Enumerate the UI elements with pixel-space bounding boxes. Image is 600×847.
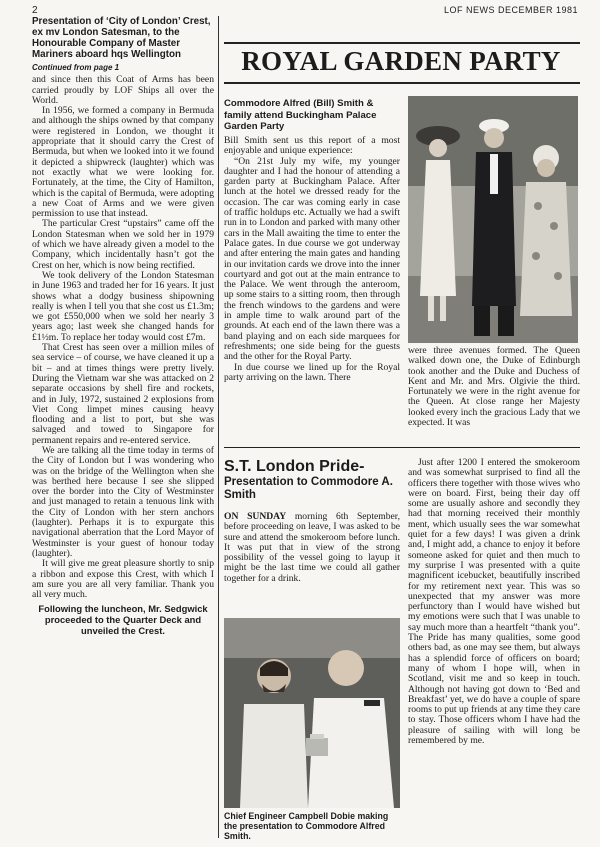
royal-paragraph: “On 21st July my wife, my younger daughter and I had the honour of attending a garden party at Buckingham Palace. After lunch at the hotel we dressed ready for the occasion. The car was coming early in case of traffic holdups etc. Actually we had a swift run in to London and parked with many other cars in the Mall awaiting the time to enter the Palace gates. In due course we got underway and after entering the main gates and handing in our invitation cards we drove into the inner courtyard and got out at the main entrance to the Palace. We went through the anteroom, up some stairs to a sitting room, then through the french windows to the gardens and were in ample time to walk around part of the grounds. At each end of the lawn there was a band playing and on each side marquees for refreshments; one side being for the guests and the other for the Royal Party. xyxy=(224,155,400,363)
garden-party-photo xyxy=(408,96,578,343)
story-paragraph: Just after 1200 I entered the smokeroom and was somewhat surprised to find all the officers there together with those wives who were on board. First, being their day off some are usually ashore and secondly they had that morning received their monthly ment, which usually sees the war somewhat quiet for a few days! I was given a drink and, I might add, a chance to enjoy it before someone asked for quiet and then much to my surprise I was presented with a quite magnificent icebucket, beautifully inscribed for my retirement next year. This was so unexpected that my answer was more perfunctory than I would have wished but my emotions were such that I was unable to say much more than a heartfelt “thank you”. The Pride has many qualities, some good others bad, as one may see them, but always has a splendid force of officers on board; many of whom I hope will, when in Scotland, visit me and so keep in touch. Although not having got down to ‘Bed and Breakfast’ yet, we do have a couple of spare rooms to put up friends at any time they care to stay. Those officers whom I have had the pleasure of sailing with will long be remembered by me. xyxy=(408,457,580,747)
title-rule-top xyxy=(224,42,580,44)
paragraph: It will give me great pleasure shortly to snip a ribbon and expose this Crest, with which I am sure you are all very familiar. Thank you all very much. xyxy=(32,558,214,601)
intro-text: morning 6th September, before proceeding on leave, I was asked to be sure and attend the smokeroom before lunch. It was put that in view of the strong possibility of the vessel going to layup it might be the last time we could all gather together for a drink. xyxy=(224,511,400,584)
royal-article-body xyxy=(224,136,400,383)
column-divider xyxy=(218,16,219,838)
royal-continuation: were three avenues formed. The Queen walked down one, the Duke of Edinburgh took another and the Duke and Duchess of Kent and Mr. and Mrs. Olgivie the third. Fortunately we were in the right avenue for the Queen. At close range her Majesty looked every inch the gracious Lady that we expected. It was xyxy=(408,345,580,429)
paragraph: In 1956, we formed a company in Bermuda and although the ships owned by that company were registered in London, we thought it appropriate that it should carry the Crest of Bermuda, but when we looked into it we found it depicted a shipwreck (laughter) which was not exactly what we were looking for. Fortunately, at the time, the City of Hamilton, which is the capital of Bermuda, were adopting a new Coat of Arms and we were given permission to use that instead. xyxy=(32,105,214,220)
london-pride-story xyxy=(408,458,580,746)
presentation-photo-illustration xyxy=(224,618,400,808)
paragraph: The particular Crest “upstairs” came off the London Statesman when we sold her in 1979 of which we have already given a model to the Company, which incidentally hasn’t got the Crest on her, which is now being rectified. xyxy=(32,218,214,271)
london-pride-title xyxy=(224,458,404,502)
closing-note: Following the luncheon, Mr. Sedgwick proceeded to the Quarter Deck and unveiled the Crest. xyxy=(38,603,208,637)
royal-subhead: Commodore Alfred (Bill) Smith & family attend Buckingham Palace Garden Party xyxy=(224,98,377,132)
paragraph: We took delivery of the London Statesman in June 1963 and traded her for 16 years. It just shows what a dodgy business shipowning really is when I tell you that she cost us £1.3m; we got £550,000 when we sold her nearly 3 years ago; last week she changed hands for £1½m. To replace her today would cost £7m. xyxy=(32,269,214,343)
london-pride-intro xyxy=(224,512,400,584)
crest-headline: Presentation of ‘City of London’ Crest, ex mv London Satesman, to the Honourable Company of Master Mariners aboard hqs Wellington xyxy=(32,16,211,60)
london-pride-title-text: S.T. London Pride xyxy=(224,458,360,475)
london-pride-subtitle: Presentation to Commodore A. Smith xyxy=(224,476,393,501)
left-column xyxy=(32,16,214,636)
paragraph: That Crest has seen over a million miles of sea service – of course, we have cleaned it up a bit – and at times things were pretty lively. During the Vietnam war she was attacked on 2 separate occasions by shell fire and rockets, and in July, 1972, sustained 2 explosions from Viet Cong limpet mines causing heavy flooding and a list to port, but she was salvaged and towed to Singapore for permanent repairs and re-entered service. xyxy=(32,342,214,446)
presentation-photo xyxy=(224,618,400,808)
section-rule xyxy=(224,447,580,448)
photo-caption: Chief Engineer Campbell Dobie making the presentation to Commodore Alfred Smith. xyxy=(224,811,389,841)
paragraph: We are talking all the time today in terms of the City of London but I was wondering who was on the bridge of the Wellington when she was berthed here because I see she slipped over the border into the City of Westminster and just managed to retain a tenuous link with the City of London with her stern anchors (laughter). Perhaps it is to expurgate this navigational aberration that the Lord Mayor of Westminster is your guest of honour today (laughter). xyxy=(32,444,214,559)
lead-words: ON SUNDAY xyxy=(224,511,287,522)
title-dash: - xyxy=(359,458,365,475)
title-rule-bottom xyxy=(224,82,580,84)
royal-garden-party-title: ROYAL GARDEN PARTY xyxy=(241,46,561,76)
royal-paragraph: In due course we lined up for the Royal party arriving on the lawn. There xyxy=(224,361,400,383)
continued-label: Continued from page 1 xyxy=(32,63,120,72)
paragraph: and since then this Coat of Arms has been carried proudly by LOF Ships all over the World. xyxy=(32,74,214,106)
garden-party-photo-illustration xyxy=(408,96,578,343)
issue-header: LOF NEWS DECEMBER 1981 xyxy=(443,5,578,15)
page-number: 2 xyxy=(32,5,38,16)
royal-intro: Bill Smith sent us this report of a most enjoyable and unique experience: xyxy=(224,135,400,157)
